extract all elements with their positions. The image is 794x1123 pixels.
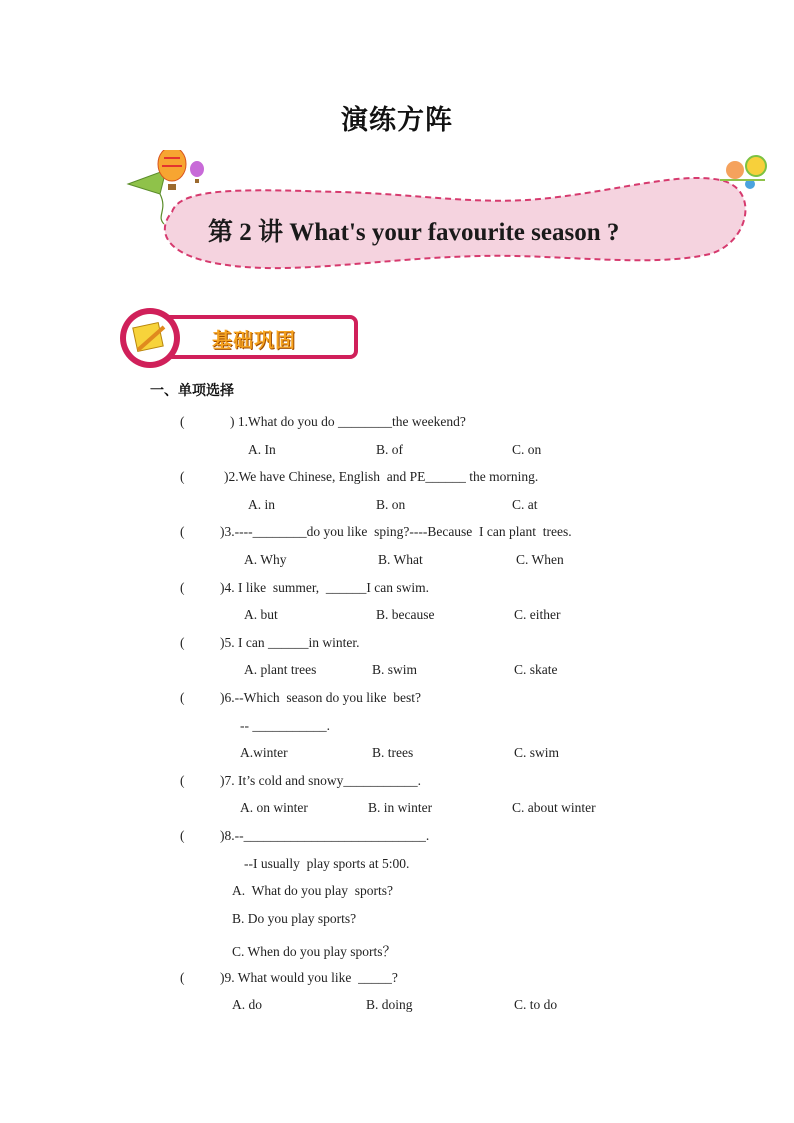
answer-paren: ( bbox=[180, 580, 185, 595]
question-stem: )2.We have Chinese, English and PE______ the morning. bbox=[224, 469, 539, 484]
answer-paren: ( bbox=[180, 828, 185, 843]
option-c: C. on bbox=[512, 442, 542, 457]
reply-line: --I usually play sports at 5:00. bbox=[244, 856, 410, 871]
option-b: B. What bbox=[378, 552, 423, 567]
answer-paren: ( bbox=[180, 469, 185, 484]
option-a: A. in bbox=[248, 497, 275, 512]
lesson-title: 第 2 讲 What's your favourite season ? bbox=[208, 219, 620, 246]
option-c: C. skate bbox=[514, 662, 558, 677]
option-a: A. Why bbox=[244, 552, 287, 567]
option-a: A. In bbox=[248, 442, 276, 457]
option-a: A. on winter bbox=[240, 800, 308, 815]
question-stem: )3.----________do you like sping?----Because I can plant trees. bbox=[220, 524, 572, 539]
section-heading: 一、单项选择 bbox=[150, 383, 234, 399]
question-stem: )7. It’s cold and snowy___________. bbox=[220, 773, 421, 788]
question-stem: )5. I can ______in winter. bbox=[220, 635, 360, 650]
notebook-pencil-icon bbox=[133, 323, 164, 352]
section-label: 基础巩固 bbox=[212, 328, 296, 352]
question-stem: )4. I like summer, ______I can swim. bbox=[220, 580, 430, 595]
option-b: B. in winter bbox=[368, 800, 433, 815]
answer-paren: ( bbox=[180, 524, 185, 539]
option-a: A. do bbox=[232, 997, 262, 1012]
option-b: B. doing bbox=[366, 997, 413, 1012]
question-stem: )8.--___________________________. bbox=[220, 828, 430, 843]
option-a: A. plant trees bbox=[244, 662, 317, 677]
kite-icon bbox=[128, 170, 166, 224]
page-title: 演练方阵 bbox=[341, 105, 453, 136]
question-stem: )9. What would you like _____? bbox=[220, 970, 398, 985]
option-b: B. Do you play sports? bbox=[232, 911, 357, 926]
answer-paren: ( bbox=[180, 690, 185, 705]
option-b: B. of bbox=[376, 442, 403, 457]
option-a: A. but bbox=[244, 607, 278, 622]
question-stem: ) 1.What do you do ________the weekend? bbox=[230, 414, 466, 429]
option-c: C. swim bbox=[514, 745, 560, 760]
option-b: B. on bbox=[376, 497, 406, 512]
reply-line: -- ___________. bbox=[240, 718, 330, 733]
option-c: C. When bbox=[516, 552, 564, 567]
question-stem: )6.--Which season do you like best? bbox=[220, 690, 421, 705]
option-c: C. at bbox=[512, 497, 538, 512]
answer-paren: ( bbox=[180, 635, 185, 650]
option-b: B. swim bbox=[372, 662, 418, 677]
option-a: A.winter bbox=[240, 745, 288, 760]
balloon-icon bbox=[158, 150, 204, 190]
answer-paren: ( bbox=[180, 970, 185, 985]
option-b: B. trees bbox=[372, 745, 414, 760]
option-c: C. to do bbox=[514, 997, 558, 1012]
option-a: A. What do you play sports? bbox=[232, 883, 393, 898]
option-c: C. about winter bbox=[512, 800, 596, 815]
answer-paren: ( bbox=[180, 414, 185, 429]
option-c: C. either bbox=[514, 607, 561, 622]
option-b: B. because bbox=[376, 607, 435, 622]
option-c: C. When do you play sports？ bbox=[232, 944, 396, 959]
answer-paren: ( bbox=[180, 773, 185, 788]
